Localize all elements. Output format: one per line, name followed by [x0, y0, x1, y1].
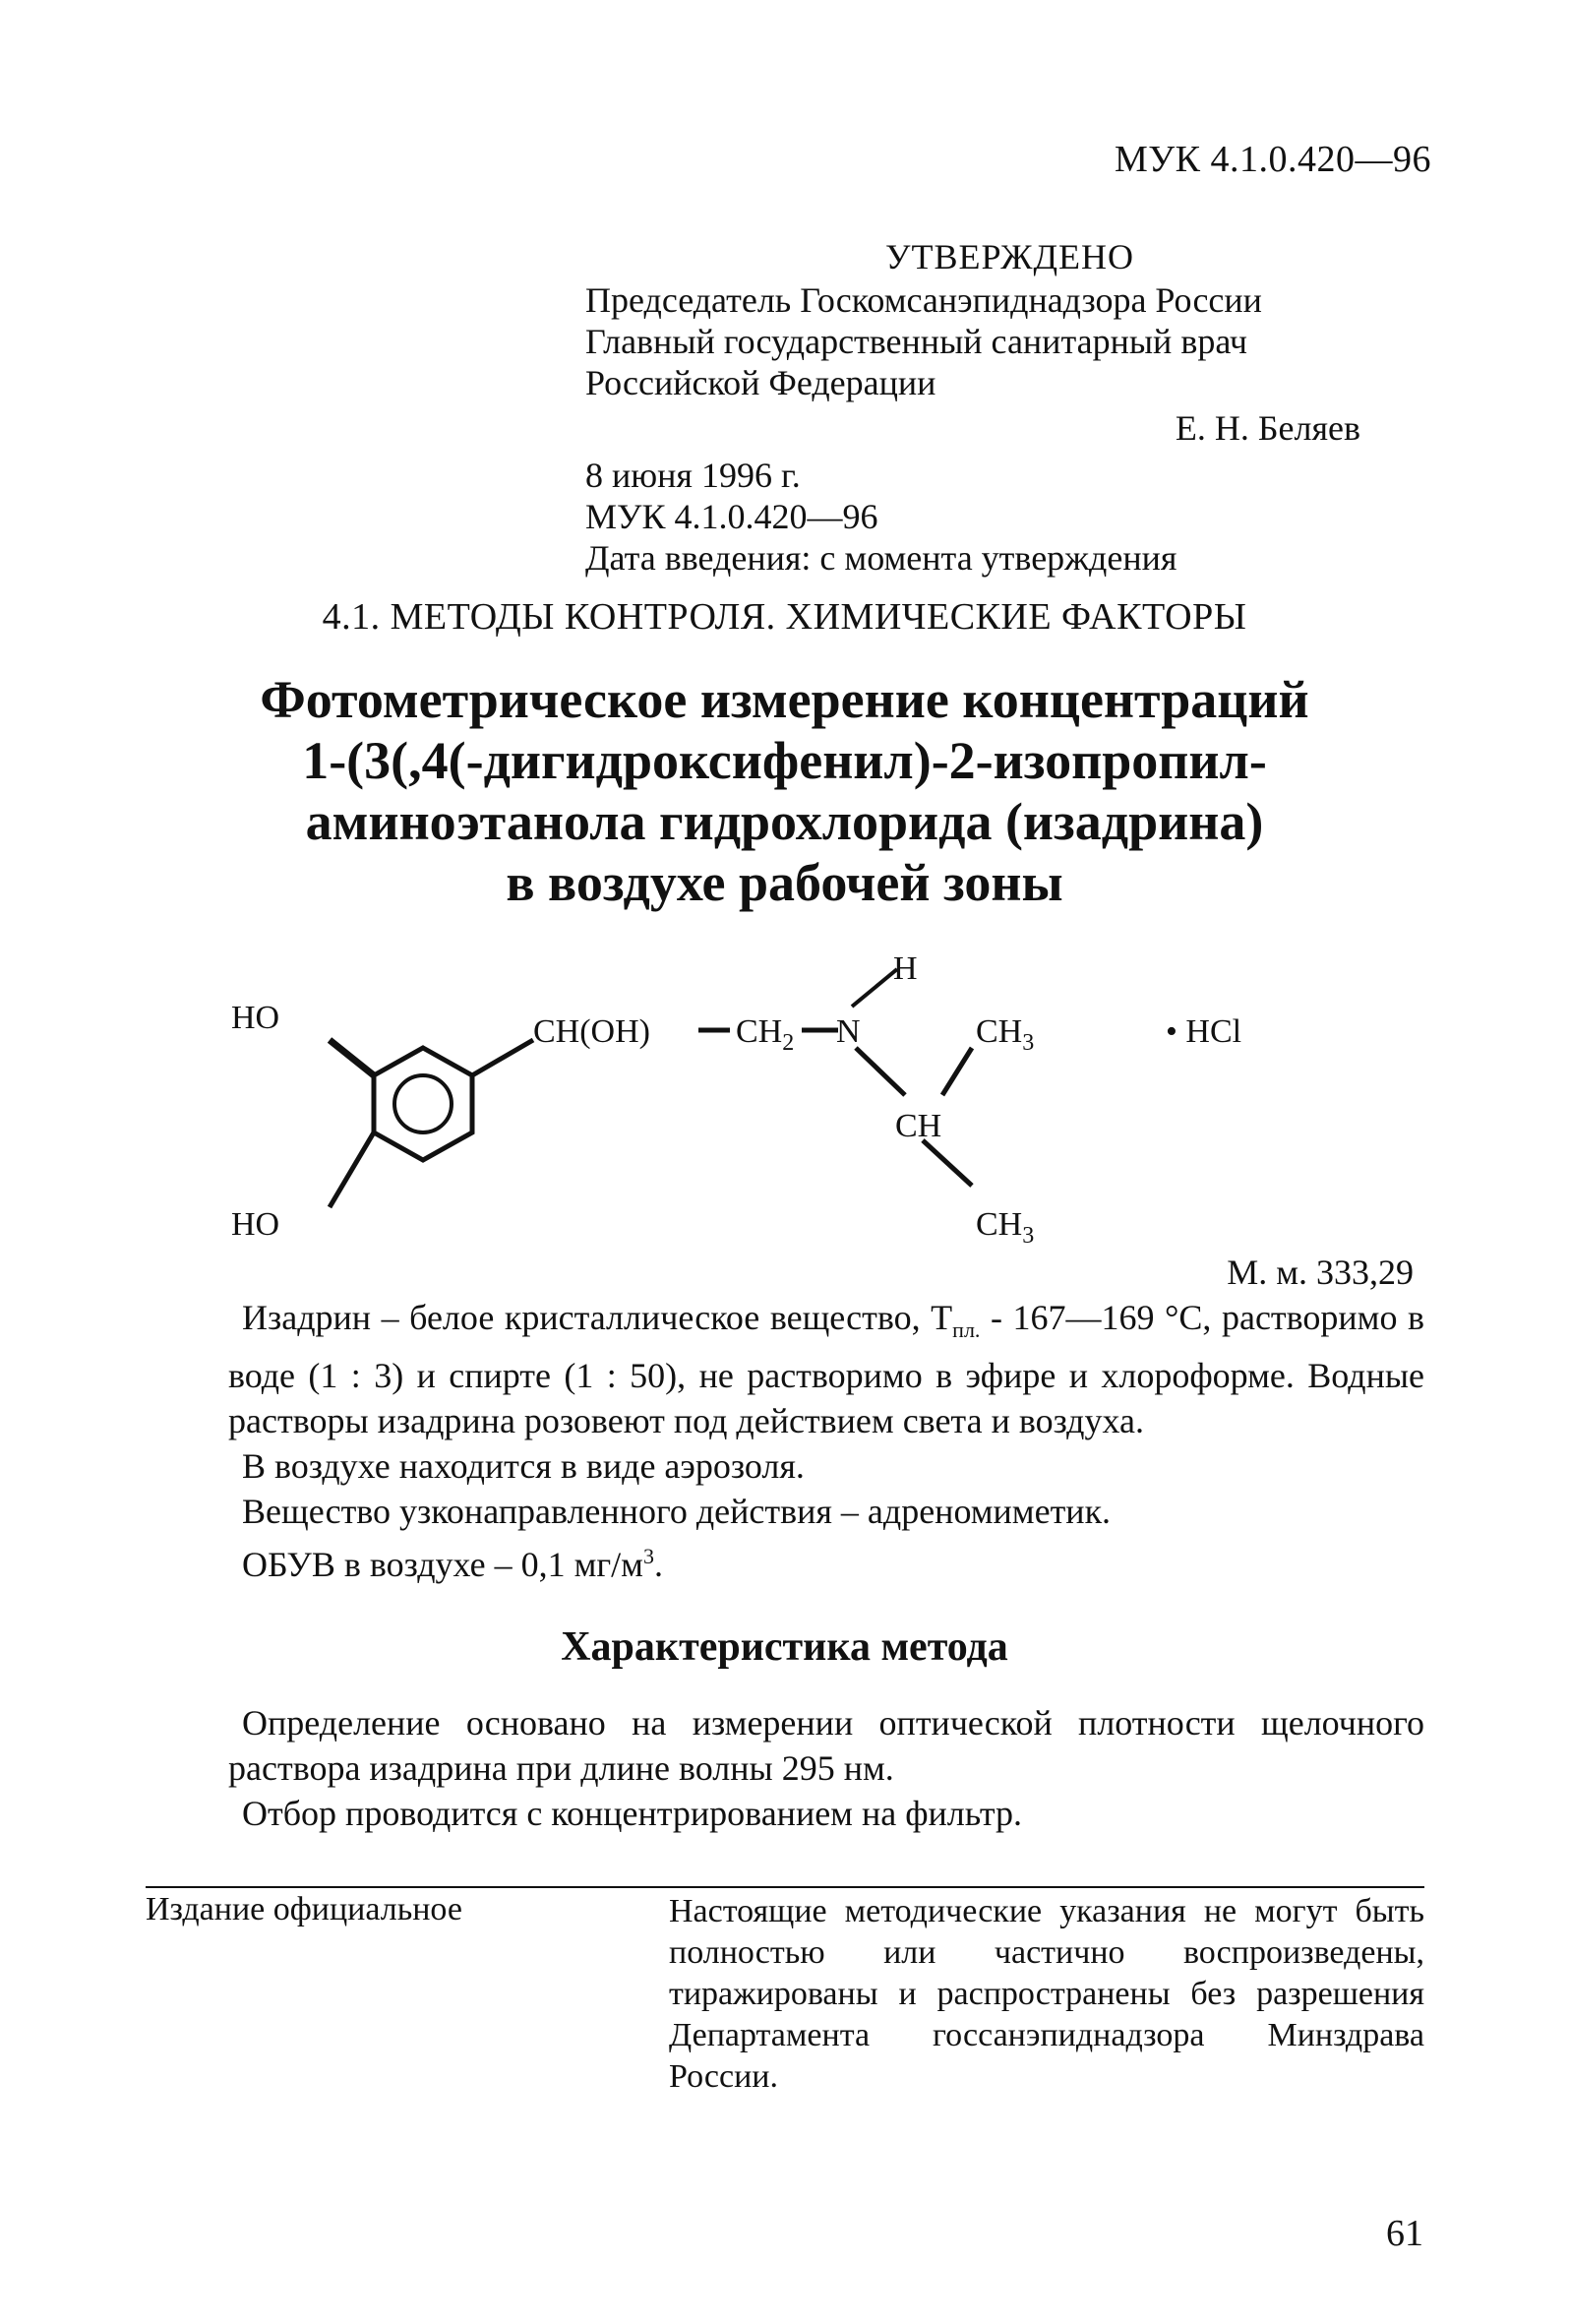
title-line: в воздухе рабочей зоны — [506, 853, 1063, 912]
bond-ch-ch3-bottom — [923, 1140, 972, 1186]
title-line: 1-(3(,4(-дигидроксифенил)-2-изопропил- — [302, 731, 1267, 790]
bond-ring-chain — [472, 1040, 533, 1075]
ch3-top-label: $CH_3$ — [976, 1013, 1035, 1056]
h-label: H — [893, 950, 918, 987]
section-title: 4.1. МЕТОДЫ КОНТРОЛЯ. ХИМИЧЕСКИЕ ФАКТОРЫ — [322, 596, 1247, 638]
approval-line: Российской Федерации — [585, 363, 936, 402]
approval-code: МУК 4.1.0.420—96 — [585, 497, 878, 536]
footer-divider — [146, 1886, 1424, 1888]
ho-bottom-label: HO — [231, 1206, 280, 1243]
n-label: N — [836, 1013, 861, 1050]
approval-date: 8 июня 1996 г. — [585, 456, 801, 495]
approval-heading: УТВЕРЖДЕНО — [885, 237, 1135, 276]
properties-paragraph: ОБУВ в воздухе – 0,1 $мг/м^3$. — [242, 1544, 663, 1585]
properties-paragraph: Вещество узконаправленного действия – адреномиметик. — [242, 1492, 1112, 1532]
bond-n-ch — [856, 1048, 905, 1095]
bond-n-h — [852, 969, 897, 1007]
ch2-label: $CH_2$ — [736, 1013, 795, 1056]
approval-signer: Е. Н. Беляев — [1175, 408, 1360, 448]
chain-label: CH(OH) — [533, 1013, 650, 1050]
approval-line: Председатель Госкомсанэпиднадзора России — [585, 280, 1262, 320]
approval-block — [585, 279, 1360, 579]
salt-label: • HCl — [1166, 1013, 1242, 1050]
molecular-mass: М. м. 333,29 — [1227, 1253, 1414, 1292]
method-block — [228, 1700, 1424, 1836]
properties-paragraph: В воздухе находится в виде аэрозоля. — [242, 1446, 805, 1487]
title-line: аминоэтанола гидрохлорида (изадрина) — [305, 792, 1264, 851]
method-paragraph: Отбор проводится с концентрированием на фильтр. — [242, 1794, 1022, 1833]
aromatic-circle — [394, 1075, 452, 1132]
structural-formula — [226, 949, 1328, 1245]
method-paragraph: Определение основано на измерении оптической плотности щелочного раствора изадрина при длине волны 295 нм. — [228, 1703, 1424, 1788]
benzene-ring — [374, 1048, 472, 1160]
document-code: МУК 4.1.0.420—96 — [1114, 139, 1431, 180]
title-line: Фотометрическое измерение концентраций — [260, 670, 1309, 729]
properties-paragraph: Изадрин – белое кристаллическое вещество, $Т_{пл.}$ - 167—169 °С, растворимо в воде (1 : 3) и спирте (1 : 50), не растворимо в эфире и хлороформе. Водные растворы изадрина розовеют под действием света и воздуха. — [228, 1298, 1424, 1441]
ch3-bottom-label: $CH_3$ — [976, 1206, 1035, 1245]
ch-label: CH — [895, 1108, 942, 1144]
method-heading: Характеристика метода — [561, 1624, 1008, 1670]
ho-top-label: HO — [231, 1000, 280, 1036]
bond-ho-top — [330, 1040, 374, 1075]
copyright-notice: Настоящие методические указания не могут быть полностью или частично воспроизведены, тиражированы и распространены без разрешения Департамента госсанэпиднадзора Минздрава России. — [669, 1893, 1424, 2095]
bond-ho-bottom — [330, 1132, 374, 1207]
approval-line: Главный государственный санитарный врач — [585, 322, 1247, 361]
page-number: 61 — [1386, 2213, 1423, 2254]
bond-ch-ch3-top — [942, 1048, 972, 1095]
approval-effective-date: Дата введения: с момента утверждения — [585, 538, 1177, 578]
properties-block — [228, 1295, 1424, 1587]
official-edition-label: Издание официальное — [146, 1891, 462, 1927]
document-title — [0, 669, 1569, 913]
